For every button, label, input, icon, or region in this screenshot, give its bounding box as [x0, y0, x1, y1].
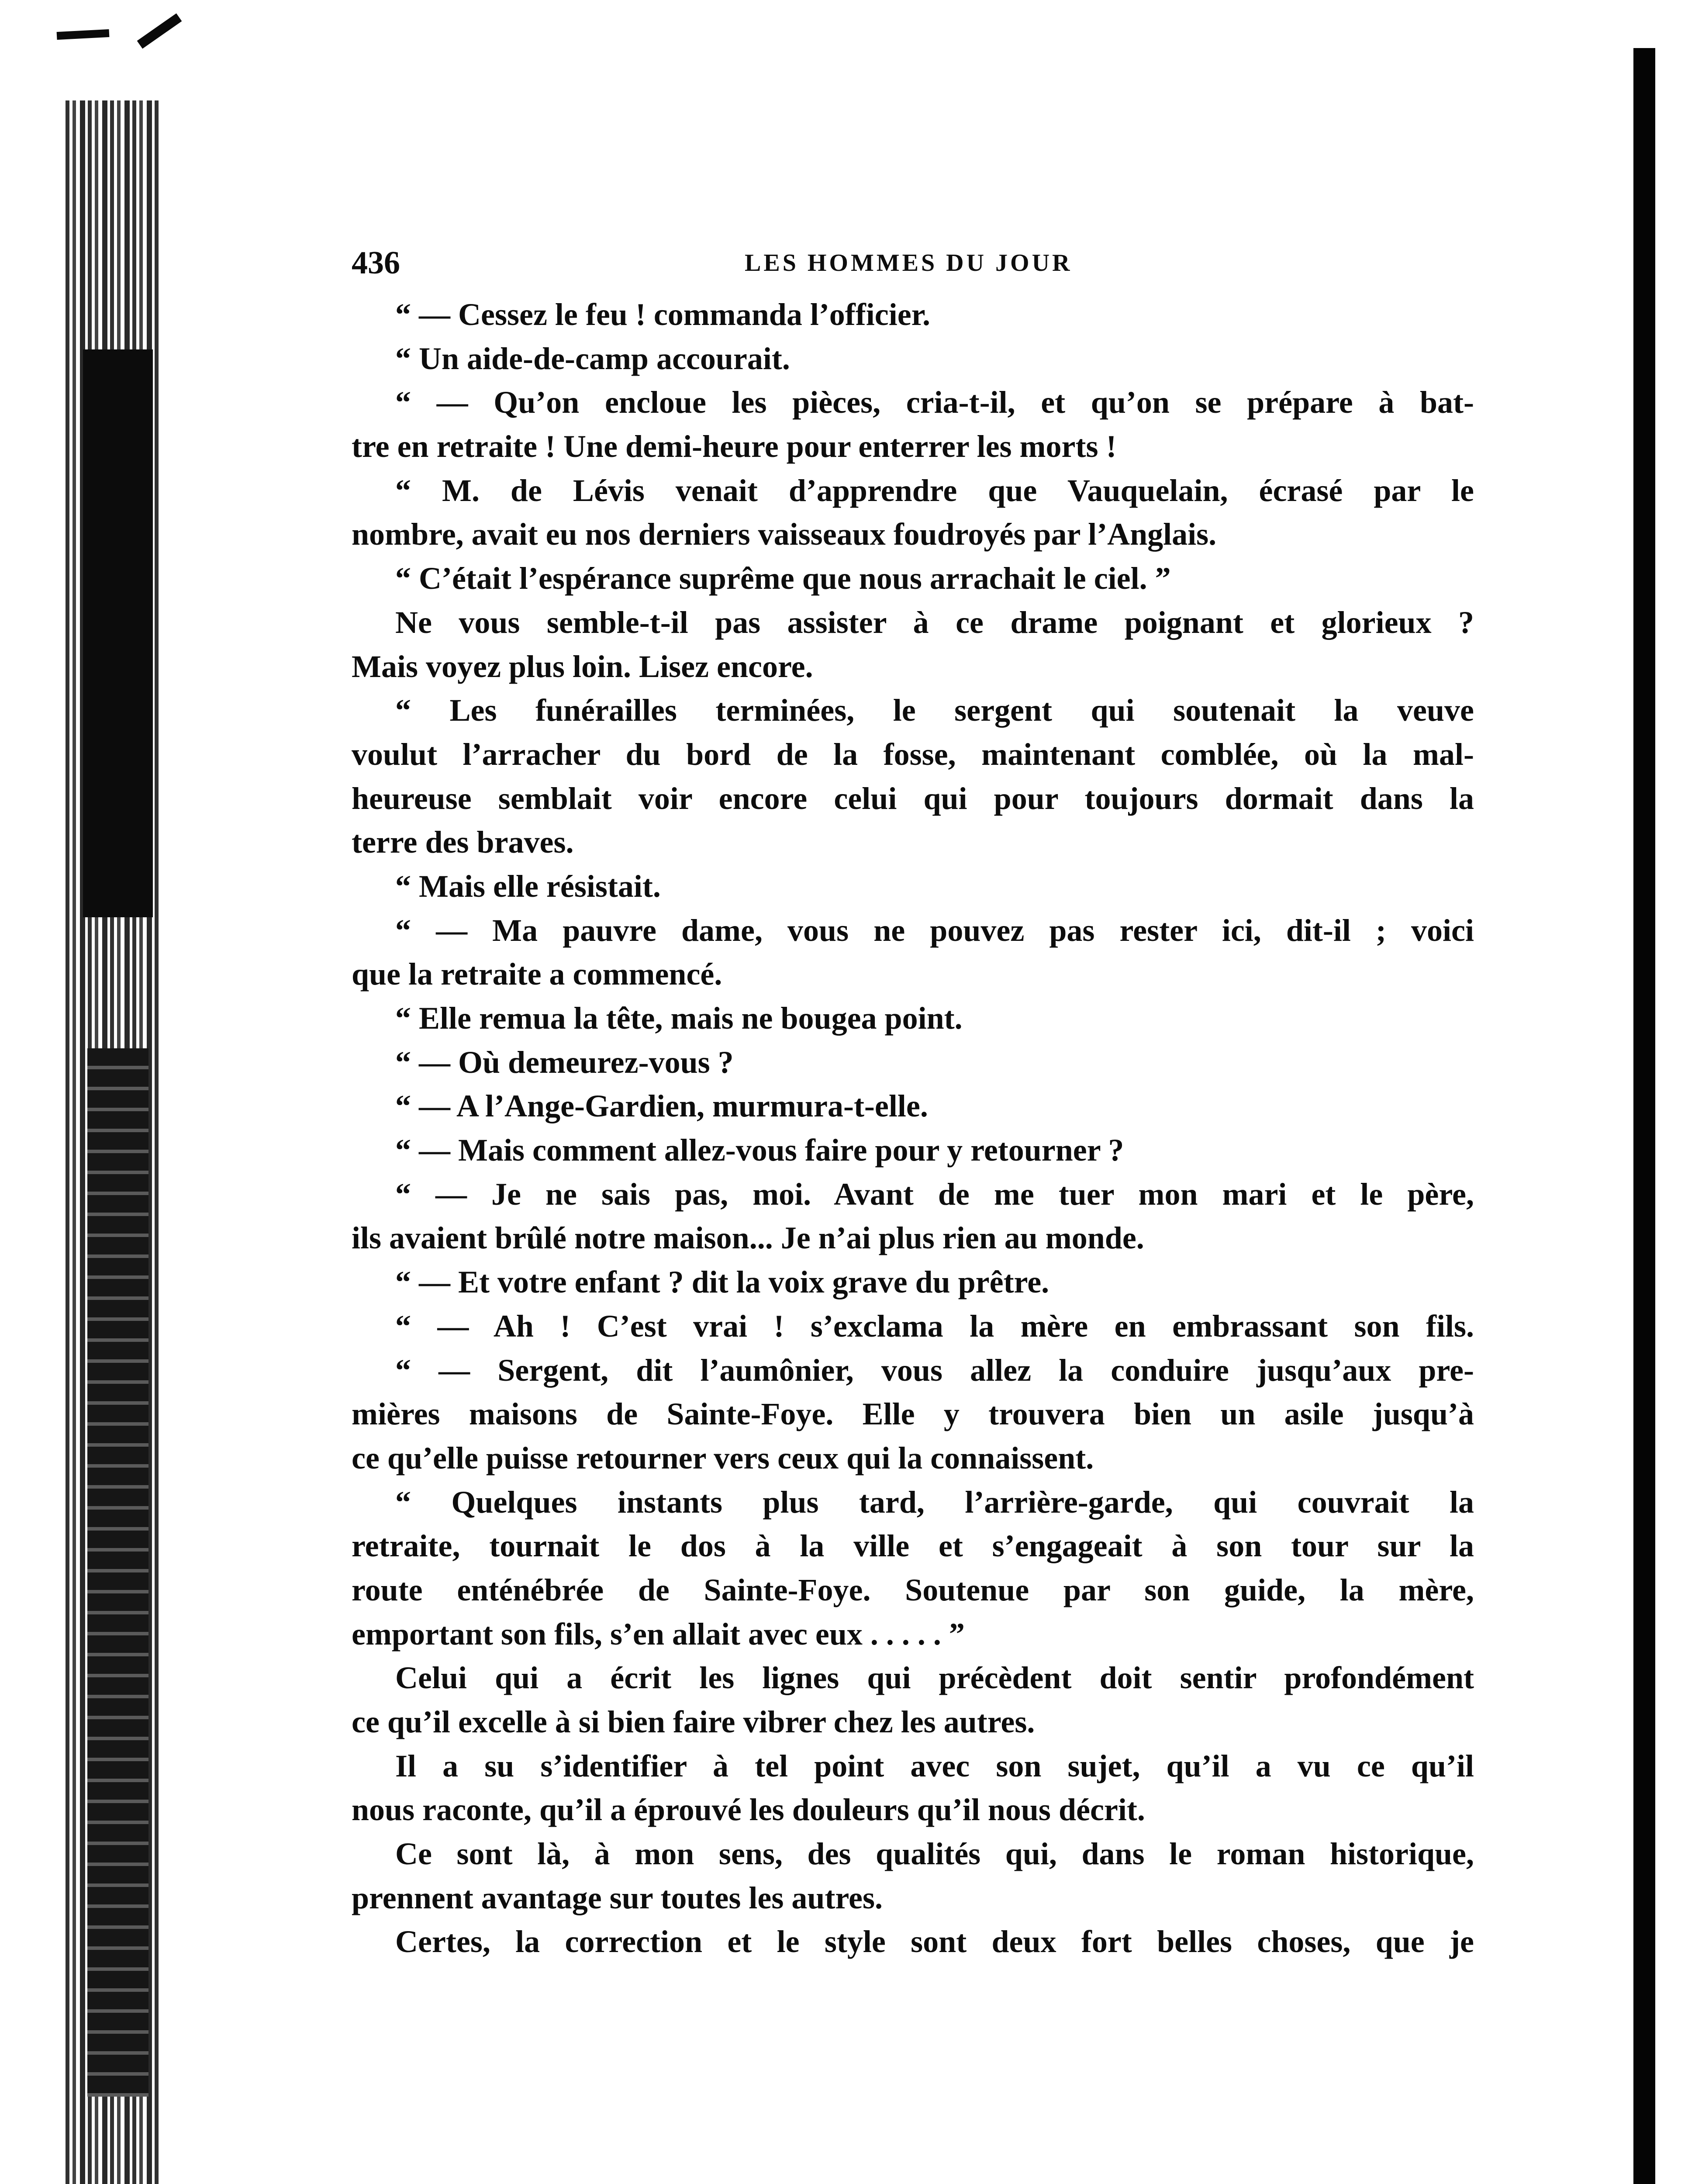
text-line: Il a su s’identifier à tel point avec son sujet, qu’il a vu ce qu’il	[395, 1748, 1474, 1783]
text-line: ils avaient brûlé notre maison... Je n’ai plus rien au monde.	[352, 1220, 1144, 1256]
scan-corner-mark	[137, 13, 182, 48]
page-number: 436	[352, 245, 400, 281]
text-line: Ce sont là, à mon sens, des qualités qui, dans le roman historique,	[395, 1836, 1474, 1872]
text-line: Certes, la correction et le style sont deux fort belles choses, que je	[395, 1924, 1474, 1959]
text-line: tre en retraite ! Une demi-heure pour enterrer les morts !	[352, 429, 1117, 464]
text-line: “ M. de Lévis venait d’apprendre que Vauquelain, écrasé par le	[395, 473, 1474, 508]
text-line: retraite, tournait le dos à la ville et s’engageait à son tour sur la	[352, 1528, 1474, 1564]
text-line: “ — Sergent, dit l’aumônier, vous allez la conduire jusqu’aux pre-	[395, 1352, 1474, 1388]
text-line: “ Les funérailles terminées, le sergent qui soutenait la veuve	[395, 693, 1474, 728]
text-line: nous raconte, qu’il a éprouvé les douleurs qu’il nous décrit.	[352, 1792, 1145, 1828]
text-line: “ — Ma pauvre dame, vous ne pouvez pas rester ici, dit-il ; voici	[395, 912, 1474, 948]
text-line: “ — Cessez le feu ! commanda l’officier.	[395, 297, 931, 332]
running-head	[352, 245, 1474, 284]
scan-right-border	[1633, 48, 1655, 2184]
body-text	[352, 293, 1474, 1964]
text-line: ce qu’il excelle à si bien faire vibrer chez les autres.	[352, 1704, 1035, 1739]
text-line: Celui qui a écrit les lignes qui précèdent doit sentir profondément	[395, 1660, 1474, 1696]
text-line: “ Quelques instants plus tard, l’arrière-garde, qui couvrait la	[395, 1484, 1474, 1520]
text-line: emportant son fils, s’en allait avec eux . . . . . ”	[352, 1616, 965, 1652]
text-line: “ — Qu’on encloue les pièces, cria-t-il, et qu’on se prépare à bat-	[395, 385, 1474, 420]
scan-striped-band	[87, 1048, 148, 2097]
scan-dark-band	[83, 349, 153, 917]
text-line: “ — A l’Ange-Gardien, murmura-t-elle.	[395, 1089, 928, 1124]
text-line: Ne vous semble-t-il pas assister à ce drame poignant et glorieux ?	[395, 605, 1474, 640]
text-line: “ C’était l’espérance suprême que nous arrachait le ciel. ”	[395, 561, 1171, 596]
text-line: “ Mais elle résistait.	[395, 868, 661, 904]
text-line: Mais voyez plus loin. Lisez encore.	[352, 649, 813, 684]
text-line: ce qu’elle puisse retourner vers ceux qui la connaissent.	[352, 1440, 1094, 1476]
text-line: heureuse semblait voir encore celui qui pour toujours dormait dans la	[352, 781, 1474, 816]
book-page	[352, 245, 1474, 1964]
text-line: prennent avantage sur toutes les autres.	[352, 1880, 883, 1915]
text-line: “ — Mais comment allez-vous faire pour y retourner ?	[395, 1133, 1124, 1168]
scan-corner-mark	[57, 29, 110, 40]
text-line: “ — Je ne sais pas, moi. Avant de me tuer mon mari et le père,	[395, 1176, 1474, 1212]
running-title: LES HOMMES DU JOUR	[745, 249, 1073, 276]
text-line: terre des braves.	[352, 825, 574, 860]
text-line: voulut l’arracher du bord de la fosse, maintenant comblée, où la mal-	[352, 736, 1474, 772]
text-line: “ Un aide-de-camp accourait.	[395, 341, 790, 376]
text-line: “ — Où demeurez-vous ?	[395, 1044, 734, 1080]
text-line: mières maisons de Sainte-Foye. Elle y trouvera bien un asile jusqu’à	[352, 1396, 1474, 1432]
text-line: “ Elle remua la tête, mais ne bougea point.	[395, 1001, 963, 1036]
text-line: nombre, avait eu nos derniers vaisseaux foudroyés par l’Anglais.	[352, 517, 1217, 552]
text-line: route enténébrée de Sainte-Foye. Soutenue par son guide, la mère,	[352, 1572, 1474, 1607]
text-line: “ — Ah ! C’est vrai ! s’exclama la mère en embrassant son fils.	[395, 1308, 1474, 1344]
text-line: “ — Et votre enfant ? dit la voix grave du prêtre.	[395, 1265, 1049, 1300]
text-line: que la retraite a commencé.	[352, 957, 722, 992]
